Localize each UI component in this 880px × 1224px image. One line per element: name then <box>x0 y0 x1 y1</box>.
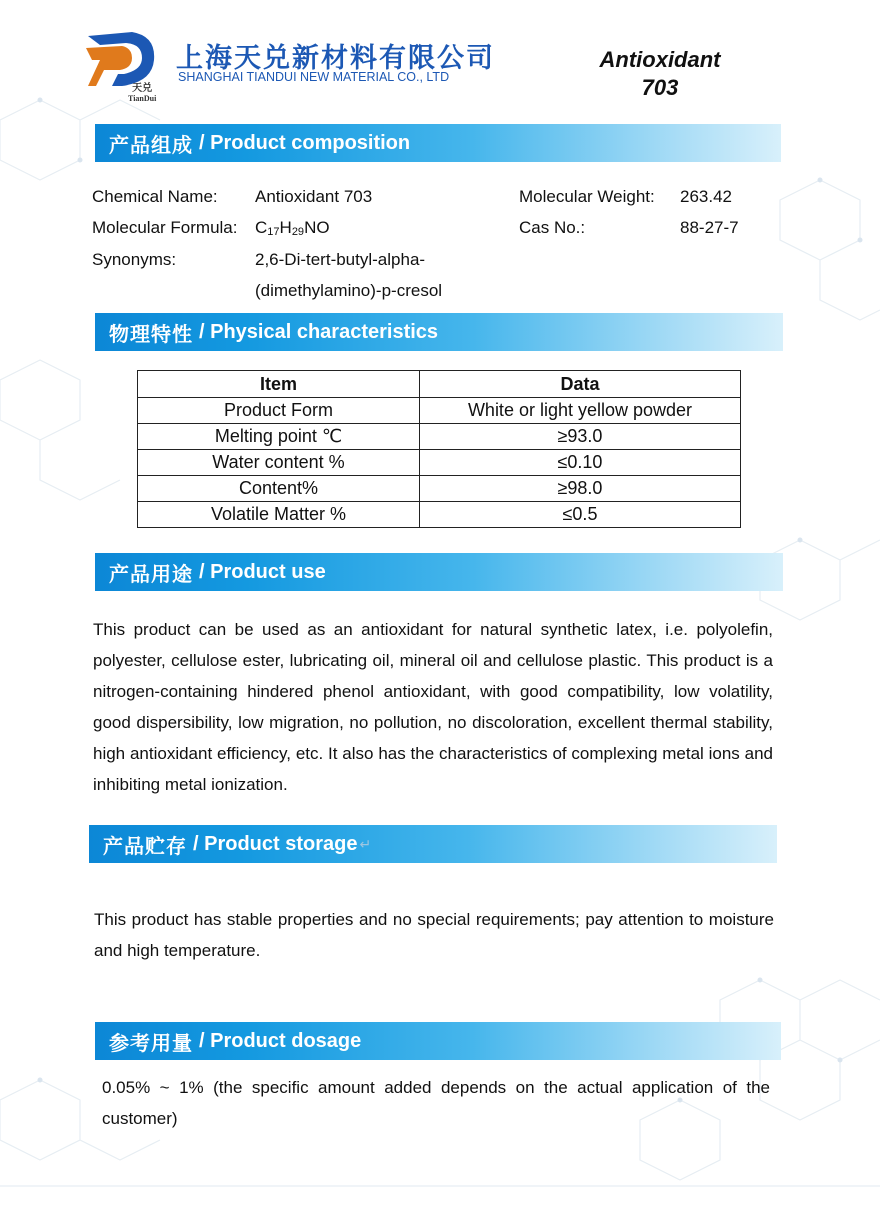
table-cell-data: White or light yellow powder <box>420 398 741 424</box>
table-cell-item: Melting point ℃ <box>138 424 420 450</box>
banner-cn-label: 参考用量 <box>109 1032 193 1055</box>
table-cell-data: ≥93.0 <box>420 424 741 450</box>
banner-cn-label: 产品贮存 <box>103 835 187 858</box>
synonyms-value-line2: (dimethylamino)-p-cresol <box>255 281 443 300</box>
table-row <box>138 424 741 450</box>
table-cell-item: Volatile Matter % <box>138 502 420 528</box>
product-title <box>560 46 760 102</box>
product-dosage-paragraph: 0.05% ~ 1% (the specific amount added depends on the actual application of the customer) <box>102 1078 770 1128</box>
product-title-line2: 703 <box>641 75 679 100</box>
banner-en-label: / Product dosage <box>199 1029 362 1052</box>
synonyms-value-line1: 2,6-Di-tert-butyl-alpha- <box>255 250 426 269</box>
table-cell-item: Content% <box>138 476 420 502</box>
banner-en-label: / Physical characteristics <box>199 320 439 343</box>
table-row <box>138 502 741 528</box>
physical-properties-table <box>137 370 741 528</box>
banner-en-label: / Product use <box>199 560 326 583</box>
section-banner-dosage <box>95 1022 781 1060</box>
section-banner-physical <box>95 313 783 351</box>
product-use-paragraph: This product can be used as an antioxidant for natural synthetic latex, i.e. polyolefin, polyester, cellulose ester, lubricating oil, mineral oil and cellulose plastic. This product is a nitrogen-containing hindered phenol antioxidant, with good compatibility, low volatility, good dispersibility, low migration, no pollution, no discoloration, excellent thermal stability, high antioxidant efficiency, etc. It also has the characteristics of complexing metal ions and inhibiting metal ionization. <box>93 620 773 794</box>
section-banner-storage <box>89 825 777 863</box>
banner-en-label: / Product composition <box>199 131 411 154</box>
synonyms-label: Synonyms: <box>92 250 177 269</box>
molecular-weight-value: 263.42 <box>680 187 732 206</box>
molecular-formula-label: Molecular Formula: <box>92 218 238 237</box>
product-storage-paragraph: This product has stable properties and no special requirements; pay attention to moisture and high temperature. <box>94 910 774 960</box>
logo-caption-en: TianDui <box>128 94 157 103</box>
section-banner-use <box>95 553 783 591</box>
banner-en-label: / Product storage <box>193 832 358 855</box>
molecular-weight-label: Molecular Weight: <box>519 187 655 206</box>
logo-caption <box>128 79 156 103</box>
logo-caption-cn: 天兑 <box>132 83 153 94</box>
company-name-en: SHANGHAI TIANDUI NEW MATERIAL CO., LTD <box>178 70 450 84</box>
table-cell-item: Product Form <box>138 398 420 424</box>
table-row <box>138 476 741 502</box>
table-cell-item: Water content % <box>138 450 420 476</box>
section-banner-composition <box>95 124 781 162</box>
table-row <box>138 398 741 424</box>
table-row <box>138 450 741 476</box>
cas-number-label: Cas No.: <box>519 218 586 237</box>
cas-number-value: 88-27-7 <box>680 218 739 237</box>
table-cell-data: ≤0.5 <box>420 502 741 528</box>
company-name-cn: 上海天兑新材料有限公司 <box>176 43 495 73</box>
table-header-row <box>138 371 741 398</box>
product-title-line1: Antioxidant <box>599 47 721 72</box>
chemical-name-value: Antioxidant 703 <box>255 187 373 206</box>
column-header-data: Data <box>420 371 741 398</box>
banner-cn-label: 产品用途 <box>109 563 193 586</box>
column-header-item: Item <box>138 371 420 398</box>
banner-cn-label: 产品组成 <box>109 134 193 157</box>
banner-cn-label: 物理特性 <box>109 323 193 346</box>
table-cell-data: ≤0.10 <box>420 450 741 476</box>
chemical-name-label: Chemical Name: <box>92 187 218 206</box>
table-cell-data: ≥98.0 <box>420 476 741 502</box>
molecular-formula-value: $C_{17}H_{29}NO$ <box>255 218 330 238</box>
return-mark-icon: ↵ <box>359 835 372 852</box>
